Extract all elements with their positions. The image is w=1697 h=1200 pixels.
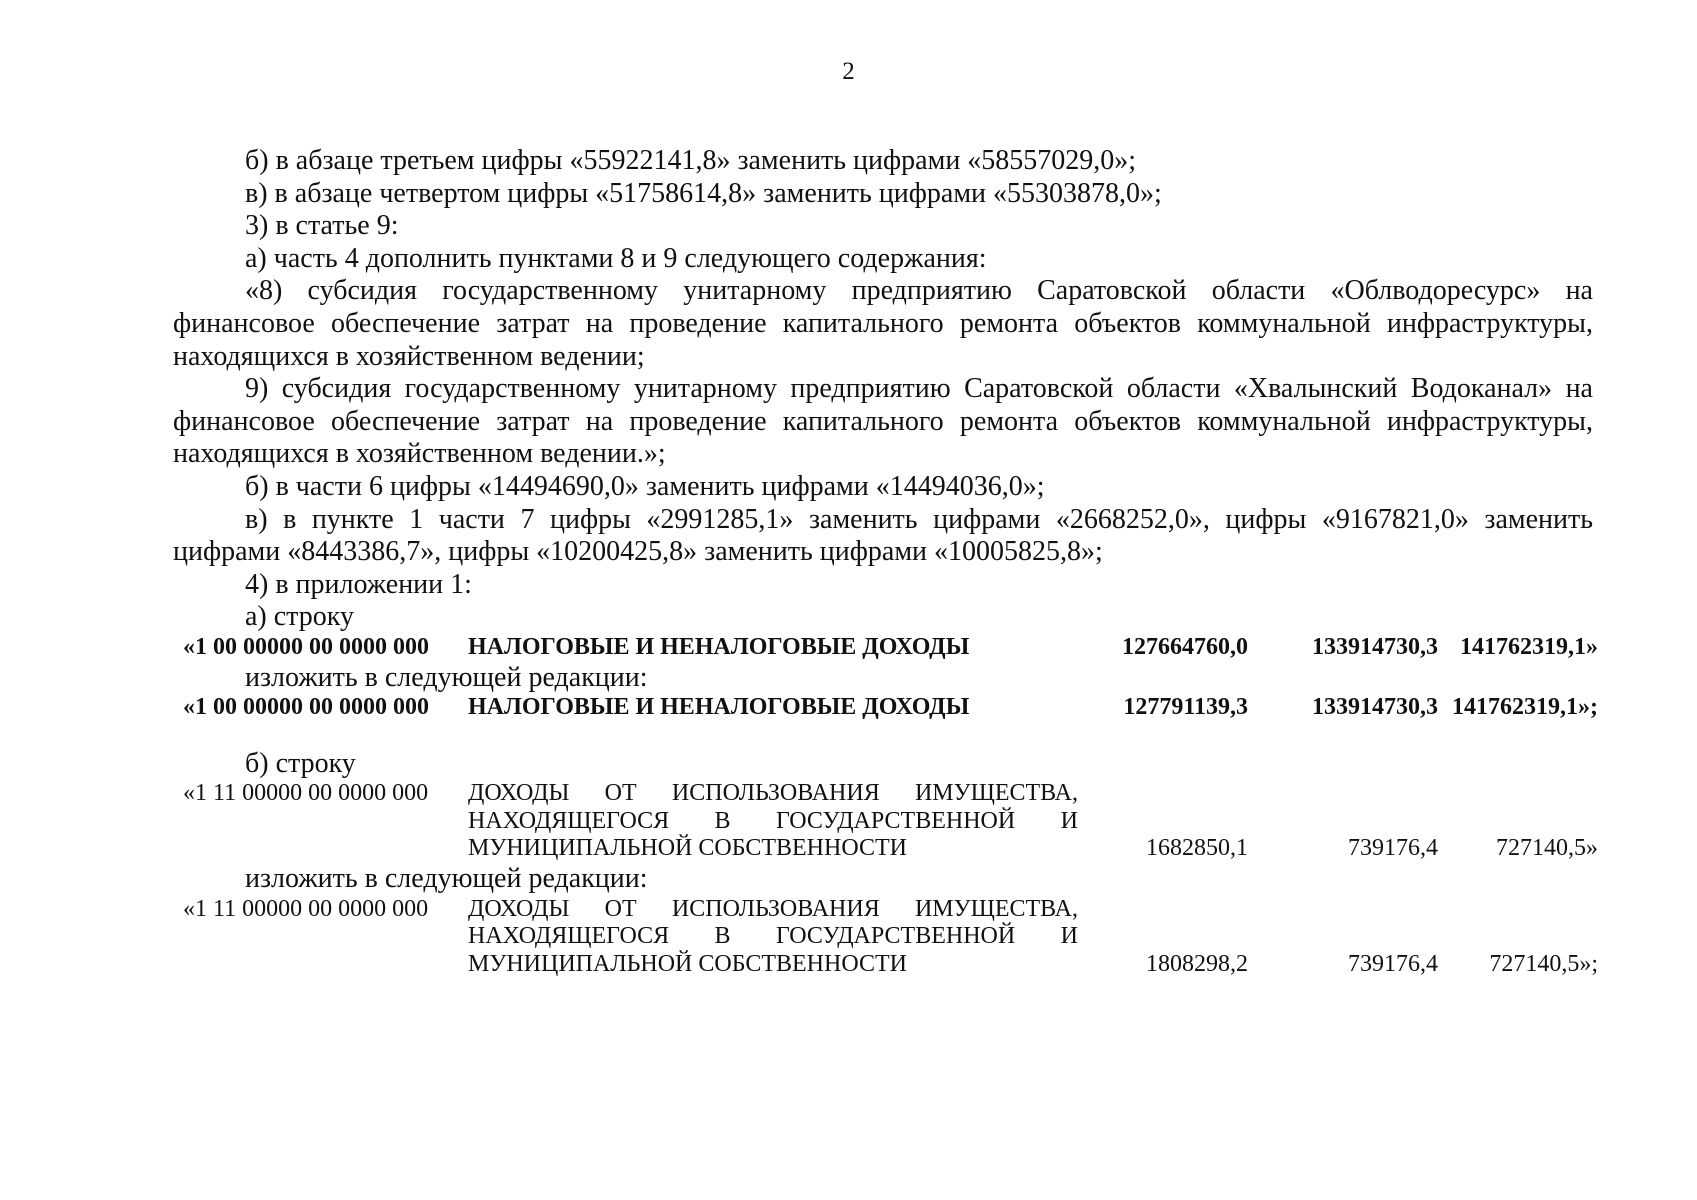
paragraph: в) в абзаце четвертом цифры «51758614,8» заменить цифрами «55303878,0»; (245, 177, 1162, 209)
table-row (183, 694, 1598, 722)
paragraph: изложить в следующей редакции: (245, 661, 648, 693)
paragraph: б) строку (245, 747, 356, 779)
paragraph: «8) субсидия государственному унитарному предприятию Саратовской области «Облводоресурс» на финансовое обеспечение затрат на проведение капитального ремонта объектов коммунальной инфраструктуры, находящихся в хозяйственном ведении; (173, 275, 1593, 372)
document-body (173, 145, 1598, 978)
table-row (183, 780, 1598, 863)
row-value-3: 141762319,1»; (1452, 694, 1598, 721)
row-code: «1 11 00000 00 0000 000 (183, 895, 429, 922)
page-number: 2 (842, 58, 855, 85)
row-name: ДОХОДЫ ОТ ИСПОЛЬЗОВАНИЯ ИМУЩЕСТВА, НАХОДЯЩЕГОСЯ В ГОСУДАРСТВЕННОЙ И МУНИЦИПАЛЬНОЙ СОБСТВЕННОСТИ (468, 780, 1078, 862)
paragraph: б) в абзаце третьем цифры «55922141,8» заменить цифрами «58557029,0»; (245, 145, 1137, 176)
row-value-2: 133914730,3 (1312, 694, 1438, 721)
table-row (183, 633, 1598, 662)
row-code: «1 11 00000 00 0000 000 (183, 780, 429, 807)
paragraph: б) в части 6 цифры «14494690,0» заменить цифрами «14494036,0»; (245, 470, 1045, 502)
row-value-2: 739176,4 (1348, 835, 1438, 862)
row-value-1: 127791139,3 (1123, 694, 1248, 721)
paragraph: 3) в статье 9: (245, 210, 399, 242)
paragraph: 9) субсидия государственному унитарному предприятию Саратовской области «Хвалынский Водоканал» на финансовое обеспечение затрат на проведение капитального ремонта объектов коммунальной инфраструктуры, находящихся в хозяйственном ведении.»; (173, 373, 1593, 470)
row-name: ДОХОДЫ ОТ ИСПОЛЬЗОВАНИЯ ИМУЩЕСТВА, НАХОДЯЩЕГОСЯ В ГОСУДАРСТВЕННОЙ И МУНИЦИПАЛЬНОЙ СОБСТВЕННОСТИ (468, 895, 1078, 977)
row-value-3: 727140,5» (1496, 835, 1598, 862)
row-value-2: 133914730,3 (1312, 633, 1438, 660)
row-value-3: 727140,5»; (1489, 950, 1598, 977)
paragraph: а) часть 4 дополнить пунктами 8 и 9 следующего содержания: (245, 242, 987, 274)
row-value-1: 1808298,2 (1146, 950, 1248, 977)
paragraph: изложить в следующей редакции: (245, 863, 648, 895)
table-row (183, 895, 1598, 979)
row-name: НАЛОГОВЫЕ И НЕНАЛОГОВЫЕ ДОХОДЫ (468, 633, 970, 660)
row-name: НАЛОГОВЫЕ И НЕНАЛОГОВЫЕ ДОХОДЫ (468, 694, 970, 721)
row-value-2: 739176,4 (1348, 950, 1438, 977)
spacer (173, 722, 1593, 748)
paragraph: а) строку (245, 601, 354, 633)
row-code: «1 00 00000 00 0000 000 (183, 633, 429, 660)
row-code: «1 00 00000 00 0000 000 (183, 694, 429, 721)
row-value-3: 141762319,1» (1460, 633, 1598, 660)
paragraph: в) в пункте 1 части 7 цифры «2991285,1» заменить цифрами «2668252,0», цифры «9167821,0» заменить цифрами «8443386,7», цифры «10200425,8» заменить цифрами «10005825,8»; (173, 503, 1593, 568)
row-value-1: 1682850,1 (1146, 835, 1248, 862)
row-value-1: 127664760,0 (1122, 633, 1248, 660)
paragraph: 4) в приложении 1: (245, 568, 472, 600)
